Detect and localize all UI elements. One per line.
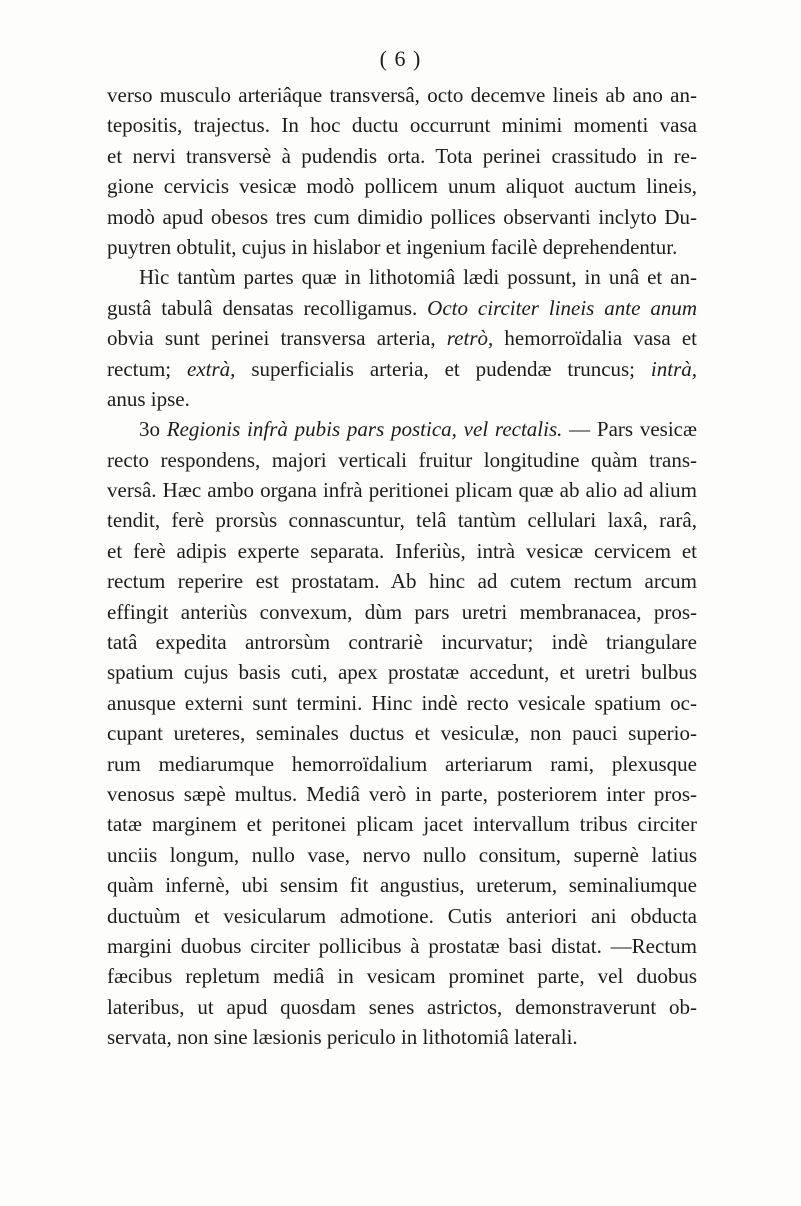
text-line — [107, 779, 697, 809]
text-run: ductuùm et vesicularum admotione. Cutis anteriori ani obducta — [107, 903, 697, 928]
text-line — [107, 232, 697, 262]
page-number: ( 6 ) — [379, 46, 422, 71]
text-line — [107, 354, 697, 384]
text-run: venosus sæpè multus. Mediâ verò in parte, posteriorem inter pros- — [107, 781, 697, 806]
text-line — [107, 597, 697, 627]
text-run: puytren obtulit, cujus in hislabor et ingenium facilè deprehendentur. — [107, 234, 678, 259]
text-line — [107, 475, 697, 505]
text-run: modò apud obesos tres cum dimidio pollices observanti inclyto Du- — [107, 204, 697, 229]
text-run: fæcibus repletum mediâ in vesicam prominet parte, vel duobus — [107, 964, 697, 989]
italic-text: retrò, — [446, 326, 494, 351]
text-line — [107, 262, 697, 292]
text-line — [107, 931, 697, 961]
text-line — [107, 870, 697, 900]
text-line — [107, 627, 697, 657]
text-line — [107, 414, 697, 444]
text-line — [107, 566, 697, 596]
italic-text: Octo circiter lineis ante anum — [427, 295, 698, 320]
text-line — [107, 749, 697, 779]
text-run: et nervi transversè à pudendis orta. Tota perinei crassitudo in re- — [107, 143, 697, 168]
text-run: margini duobus circiter pollicibus à prostatæ basi distat. —Rectum — [107, 933, 697, 958]
text-run: rectum reperire est prostatam. Ab hinc ad cutem rectum arcum — [107, 569, 697, 594]
text-line — [107, 840, 697, 870]
text-line — [107, 1022, 697, 1052]
text-run: hemorroïdalia vasa et — [493, 326, 697, 351]
text-line — [107, 992, 697, 1022]
text-run: gustâ tabulâ densatas recolligamus. — [107, 295, 428, 320]
text-run: tatæ marginem et peritonei plicam jacet intervallum tribus circiter — [107, 812, 697, 837]
text-line — [107, 536, 697, 566]
text-run: rum mediarumque hemorroïdalium arteriarum rami, plexusque — [107, 751, 697, 776]
text-run: superficialis arteria, et pudendæ truncus; — [235, 356, 651, 381]
text-run: lateribus, ut apud quosdam senes astrictos, demonstraverunt ob- — [107, 994, 697, 1019]
italic-text: extrà, — [187, 356, 236, 381]
text-line — [107, 688, 697, 718]
text-run: cupant ureteres, seminales ductus et vesiculæ, non pauci superio- — [107, 721, 697, 746]
text-run: verso musculo arteriâque transversâ, octo decemve lineis ab ano an- — [107, 83, 697, 107]
text-run: anusque externi sunt termini. Hinc indè recto vesicale spatium oc- — [107, 690, 697, 715]
text-line — [107, 202, 697, 232]
text-run: et ferè adipis experte separata. Inferiùs, intrà vesicæ cervicem et — [107, 538, 697, 563]
text-run: obvia sunt perinei transversa arteria, — [107, 326, 447, 351]
text-run: tendit, ferè prorsùs connascuntur, telâ tantùm cellulari laxâ, rarâ, — [107, 508, 697, 533]
text-run: — Pars vesicæ — [562, 417, 698, 442]
text-line — [107, 445, 697, 475]
text-run: unciis longum, nullo vase, nervo nullo consitum, supernè latius — [107, 842, 697, 867]
italic-text: Regionis infrà pubis pars postica, vel rectalis. — [166, 417, 563, 442]
text-run: recto respondens, majori verticali fruitur longitudine quàm trans- — [107, 447, 697, 472]
text-line — [107, 141, 697, 171]
text-run: anus ipse. — [107, 386, 190, 411]
text-run: gione cervicis vesicæ modò pollicem unum aliquot auctum lineis, — [107, 174, 697, 199]
text-run: versâ. Hæc ambo organa infrà peritionei plicam quæ ab alio ad alium — [107, 478, 697, 503]
text-line — [107, 809, 697, 839]
text-line — [107, 323, 697, 353]
text-run: 3o — [139, 417, 167, 442]
text-run: servata, non sine læsionis periculo in lithotomiâ laterali. — [107, 1025, 578, 1050]
text-line — [107, 657, 697, 687]
italic-text: intrà, — [650, 356, 697, 381]
text-run: tepositis, trajectus. In hoc ductu occurrunt minimi momenti vasa — [107, 113, 697, 138]
text-run: spatium cujus basis cuti, apex prostatæ accedunt, et uretri bulbus — [107, 660, 697, 685]
text-line — [107, 901, 697, 931]
text-line — [107, 293, 697, 323]
text-run: tatâ expedita antrorsùm contrariè incurvatur; indè triangulare — [107, 630, 697, 655]
text-line — [107, 384, 697, 414]
text-line — [107, 718, 697, 748]
text-line — [107, 961, 697, 991]
text-line — [107, 110, 697, 140]
text-line — [107, 505, 697, 535]
body-text — [107, 80, 697, 1053]
text-run: Hìc tantùm partes quæ in lithotomiâ lædi possunt, in unâ et an- — [139, 265, 697, 290]
text-line — [107, 171, 697, 201]
text-line — [107, 80, 697, 110]
text-run: effingit anteriùs convexum, dùm pars uretri membranacea, pros- — [107, 599, 697, 624]
text-run: quàm infernè, ubi sensim fit angustius, ureterum, seminaliumque — [107, 873, 697, 898]
text-run: rectum; — [107, 356, 188, 381]
